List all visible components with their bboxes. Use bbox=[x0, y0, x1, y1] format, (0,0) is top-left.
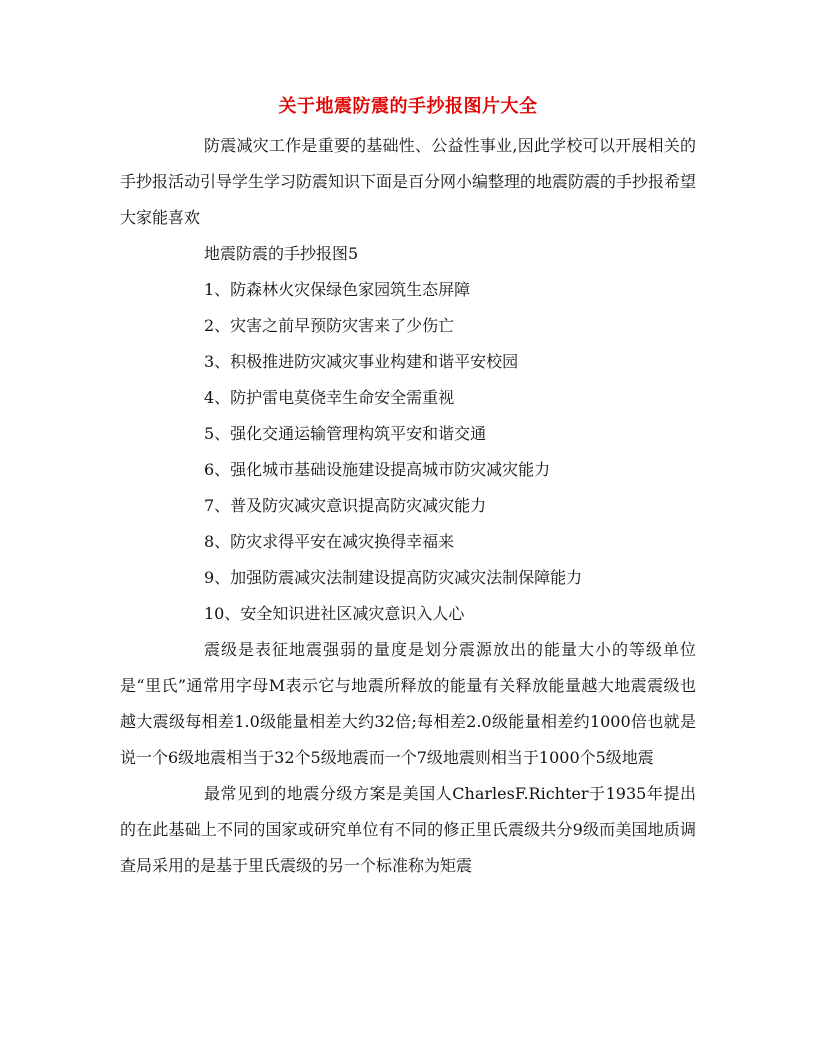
list-item: 5、强化交通运输管理构筑平安和谐交通 bbox=[204, 424, 487, 443]
subheading: 地震防震的手抄报图5 bbox=[204, 244, 359, 263]
document-body bbox=[120, 92, 696, 884]
slogan-list bbox=[120, 272, 696, 632]
document-title: 关于地震防震的手抄报图片大全 bbox=[278, 96, 538, 117]
list-item: 3、积极推进防灾减灾事业构建和谐平安校园 bbox=[204, 352, 519, 371]
list-item: 8、防灾求得平安在减灾换得幸福来 bbox=[204, 532, 455, 551]
list-item: 2、灾害之前早预防灾害来了少伤亡 bbox=[204, 316, 455, 335]
magnitude-paragraph: 震级是表征地震强弱的量度是划分震源放出的能量大小的等级单位是“里氏”通常用字母M表示它与地震所释放的能量有关释放能量越大地震震级也越大震级每相差1.0级能量相差大约32倍;每相差2.0级能量相差约1000倍也就是说一个6级地震相当于32个5级地震而一个7级地震则相当于1000个5级地震 bbox=[120, 640, 696, 767]
list-item: 4、防护雷电莫侥幸生命安全需重视 bbox=[204, 388, 455, 407]
list-item: 10、安全知识进社区减灾意识入人心 bbox=[204, 604, 465, 623]
list-item: 6、强化城市基础设施建设提高城市防灾减灾能力 bbox=[204, 460, 551, 479]
list-item: 1、防森林火灾保绿色家园筑生态屏障 bbox=[204, 280, 471, 299]
intro-paragraph: 防震减灾工作是重要的基础性、公益性事业,因此学校可以开展相关的手抄报活动引导学生学习防震知识下面是百分网小编整理的地震防震的手抄报希望大家能喜欢 bbox=[120, 136, 697, 227]
richter-paragraph: 最常见到的地震分级方案是美国人CharlesF.Richter于1935年提出的在此基础上不同的国家或研究单位有不同的修正里氏震级共分9级而美国地质调查局采用的是基于里氏震级的另一个标准称为矩震 bbox=[120, 784, 696, 875]
list-item: 9、加强防震减灾法制建设提高防灾减灾法制保障能力 bbox=[204, 568, 583, 587]
list-item: 7、普及防灾减灾意识提高防灾减灾能力 bbox=[204, 496, 487, 515]
